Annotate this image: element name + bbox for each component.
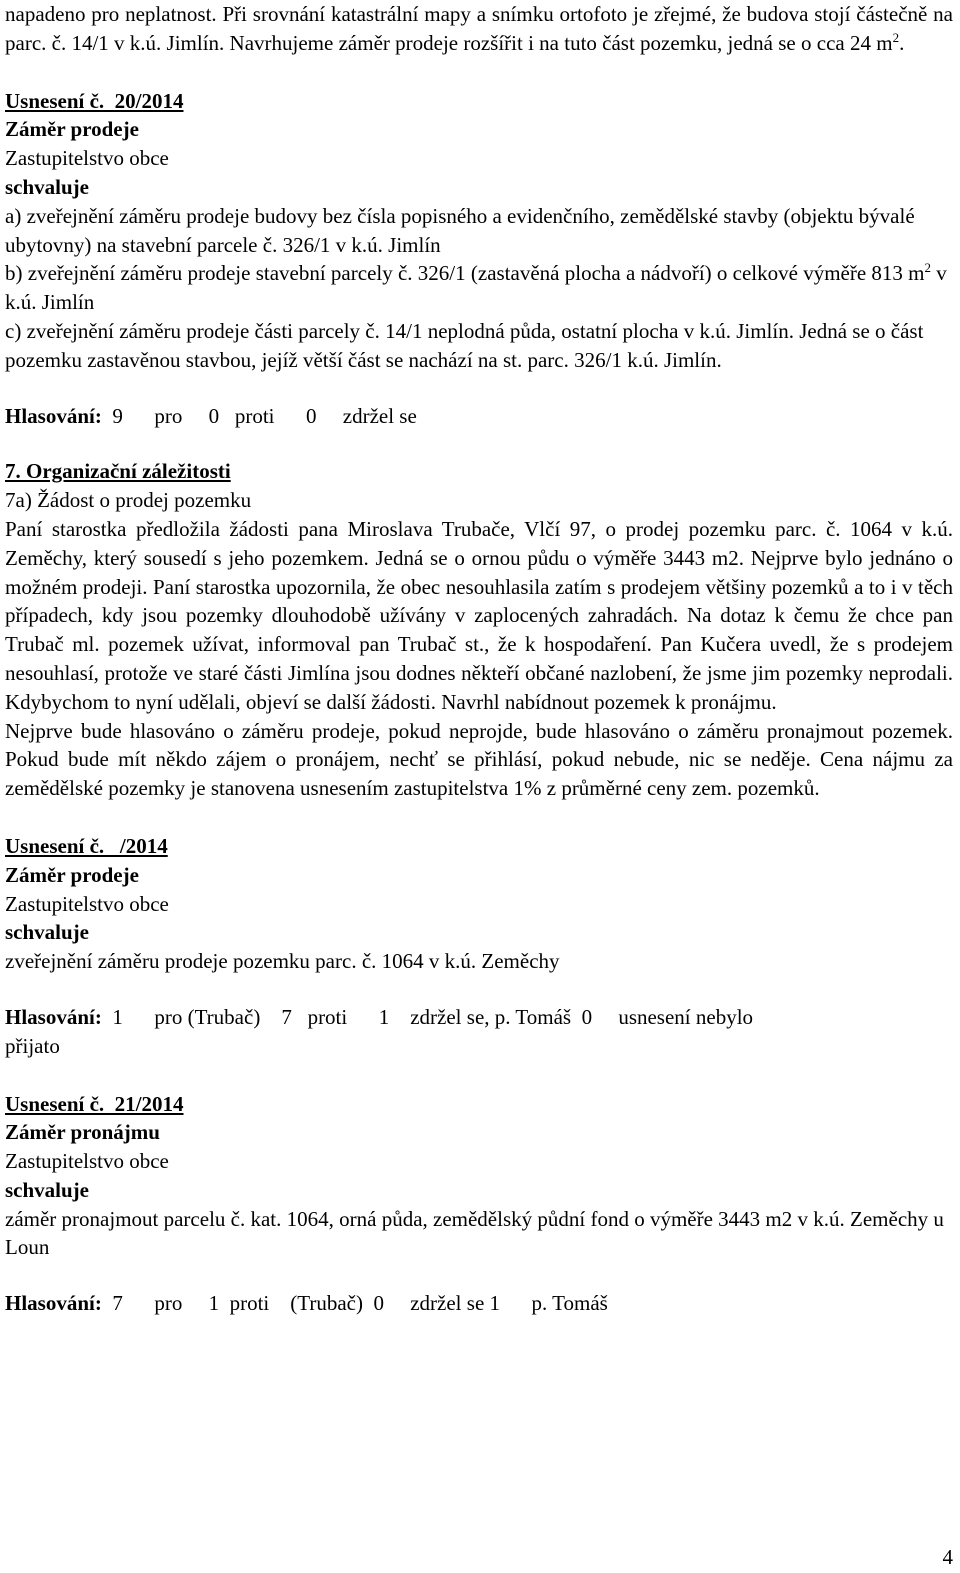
intro-tail: . bbox=[899, 30, 905, 55]
vote-line bbox=[5, 402, 953, 431]
resolution-heading: Usnesení č. 20/2014 bbox=[5, 88, 184, 113]
section-heading-text: 7. Organizační záležitosti bbox=[5, 459, 231, 484]
page-number: 4 bbox=[942, 1545, 953, 1569]
document-page bbox=[5, 0, 953, 1318]
vote-line bbox=[5, 1289, 953, 1318]
vote-label: Hlasování: bbox=[5, 403, 102, 428]
vote-label: Hlasování: bbox=[5, 1004, 102, 1029]
resolution-heading: Usnesení č. /2014 bbox=[5, 833, 168, 858]
resolution-council: Zastupitelstvo obce bbox=[5, 891, 169, 916]
resolution-item-c: c) zveřejnění záměru prodeje části parcely č. 14/1 neplodná půda, ostatní plocha v k.ú. Jimlín. Jedná se o část pozemku zastavěnou stavbou, jejíž větší část se nachází na st. parc. 326/1 k.ú. Jimlín. bbox=[5, 318, 924, 372]
resolution-council: Zastupitelstvo obce bbox=[5, 146, 169, 171]
resolution-title: Záměr pronájmu bbox=[5, 1120, 160, 1145]
intro-paragraph bbox=[5, 0, 953, 58]
vote-text: 1 pro (Trubač) 7 proti 1 zdržel se, p. Tomáš 0 usnesení nebylo bbox=[101, 1004, 754, 1029]
subsection-heading: 7a) Žádost o prodej pozemku bbox=[5, 488, 252, 513]
paragraph-2: Nejprve bude hlasováno o záměru prodeje, pokud neprojde, bude hlasováno o záměru pronajmout pozemek. Pokud bude mít někdo zájem o pronájem, nechť se přihlásí, pokud nebude, nic se neděje. Cena nájmu za zemědělské pozemky je stanovena usnesením zastupitelstva 1% z průměrné ceny zem. pozemků. bbox=[5, 718, 953, 801]
resolution-verb: schvaluje bbox=[5, 1177, 89, 1202]
vote-text: 9 pro 0 proti 0 zdržel se bbox=[101, 403, 417, 428]
resolution-verb: schvaluje bbox=[5, 920, 89, 945]
resolution-20-2014 bbox=[5, 87, 953, 431]
vote-continuation: přijato bbox=[5, 1033, 60, 1058]
intro-text: napadeno pro neplatnost. Při srovnání katastrální mapy a snímku ortofoto je zřejmé, že budova stojí částečně na parc. č. 14/1 v k.ú. Jimlín. Navrhujeme záměr prodeje rozšířit i na tuto část pozemku, jedná se o cca 24 m bbox=[5, 2, 953, 55]
item-b-superscript: 2 bbox=[924, 260, 932, 276]
vote-text: 7 pro 1 proti (Trubač) 0 zdržel se 1 p. Tomáš bbox=[101, 1291, 608, 1316]
section-heading bbox=[5, 457, 953, 486]
vote-line bbox=[5, 1003, 953, 1032]
resolution-item-a: a) zveřejnění záměru prodeje budovy bez čísla popisného a evidenčního, zemědělské stavby (objektu bývalé ubytovny) na stavební parcele č. 326/1 v k.ú. Jimlín bbox=[5, 203, 915, 257]
resolution-item-b bbox=[5, 259, 953, 317]
resolution-text: záměr pronajmout parcelu č. kat. 1064, orná půda, zemědělský půdní fond o výměře 3443 m2 v k.ú. Zeměchy u Loun bbox=[5, 1206, 944, 1260]
intro-superscript: 2 bbox=[892, 29, 900, 45]
resolution-blank-2014 bbox=[5, 832, 953, 1061]
resolution-21-2014 bbox=[5, 1090, 953, 1319]
paragraph-1: Paní starostka předložila žádosti pana Miroslava Trubače, Vlčí 97, o prodej pozemku parc. č. 1064 v k.ú. Zeměchy, který sousedí s jeho pozemkem. Jedná se o ornou půdu o výměře 3443 m2. Nejprve bylo jednáno o možném prodeji. Paní starostka upozornila, že obec nesouhlasila zatím s prodejem většiny pozemků a to i v těch případech, kdy jsou pozemky dlouhodobě užívány v zaplocených zahradách. Na dotaz k čemu že chce pan Trubač ml. pozemek užívat, informoval pan Trubač st., že k hospodaření. Pan Kučera uvedl, že s prodejem nesouhlasí, protože ve staré části Jimlína jsou dodnes někteří občané nazlobení, že jsme jim pozemky neprodali. Kdybychom to nyní udělali, objeví se další žádosti. Navrhl nabídnout pozemek k pronájmu. bbox=[5, 516, 953, 714]
section-7 bbox=[5, 457, 953, 803]
resolution-verb: schvaluje bbox=[5, 174, 89, 199]
resolution-text: zveřejnění záměru prodeje pozemku parc. č. 1064 v k.ú. Zeměchy bbox=[5, 949, 560, 974]
resolution-title: Záměr prodeje bbox=[5, 862, 139, 887]
vote-label: Hlasování: bbox=[5, 1291, 102, 1316]
resolution-heading: Usnesení č. 21/2014 bbox=[5, 1091, 184, 1116]
item-b-text: b) zveřejnění záměru prodeje stavební parcely č. 326/1 (zastavěná plocha a nádvoří) o celkové výměře 813 m bbox=[5, 261, 925, 286]
item-b-tail: v k.ú. Jimlín bbox=[5, 261, 947, 315]
resolution-title: Záměr prodeje bbox=[5, 117, 139, 142]
resolution-council: Zastupitelstvo obce bbox=[5, 1149, 169, 1174]
